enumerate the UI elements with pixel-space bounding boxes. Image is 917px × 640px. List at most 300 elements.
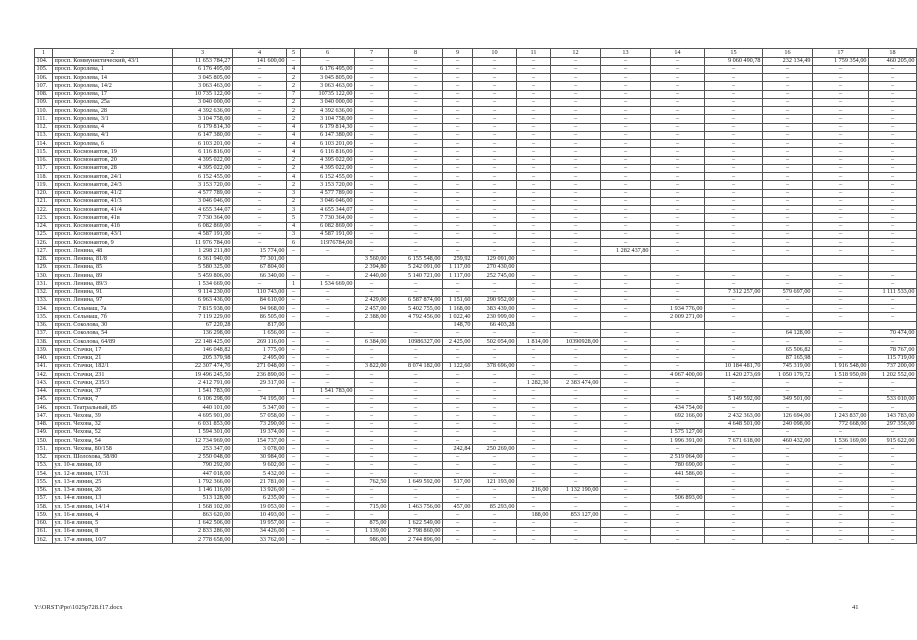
amount-cell: – — [517, 305, 551, 313]
count-cell: 4 — [287, 123, 301, 131]
amount-cell: 875,00 — [355, 519, 389, 527]
amount-cell: – — [705, 98, 763, 106]
amount-cell: 259,92 — [443, 255, 473, 263]
amount-cell: – — [443, 173, 473, 181]
amount-cell: 4 792 456,00 — [389, 313, 443, 321]
count-cell: 2 — [287, 115, 301, 123]
address-cell: просп. Сельмаш, 7а — [53, 305, 173, 313]
amount-cell: – — [473, 428, 517, 436]
amount-cell: – — [763, 296, 813, 304]
amount-cell: – — [473, 387, 517, 395]
amount-cell: – — [233, 90, 287, 98]
amount-cell: – — [301, 288, 355, 296]
amount-cell: 66 403,28 — [473, 321, 517, 329]
amount-cell: – — [473, 247, 517, 255]
address-cell: просп. Стачки, 182/1 — [53, 362, 173, 370]
amount-cell: 205 379,98 — [173, 354, 233, 362]
amount-cell: – — [443, 57, 473, 65]
amount-cell: – — [813, 461, 869, 469]
table-row — [35, 222, 917, 230]
amount-cell: – — [473, 354, 517, 362]
amount-cell — [551, 321, 601, 329]
count-cell: – — [287, 272, 301, 280]
amount-cell: – — [517, 494, 551, 502]
amount-cell: – — [601, 527, 651, 535]
amount-cell: – — [763, 148, 813, 156]
amount-cell: – — [355, 189, 389, 197]
amount-cell: – — [517, 65, 551, 73]
amount-cell: – — [651, 74, 705, 82]
amount-cell: – — [601, 437, 651, 445]
amount-cell: – — [301, 338, 355, 346]
amount-cell: – — [233, 197, 287, 205]
amount-cell: – — [443, 98, 473, 106]
address-cell: просп. Ленина, 97 — [53, 296, 173, 304]
amount-cell: – — [301, 437, 355, 445]
amount-cell: – — [705, 379, 763, 387]
count-cell: – — [287, 354, 301, 362]
amount-cell: 6 587 874,00 — [389, 296, 443, 304]
amount-cell: – — [301, 346, 355, 354]
column-number-cell: 10 — [473, 49, 517, 58]
table-row — [35, 346, 917, 354]
amount-cell — [301, 321, 355, 329]
amount-cell: – — [551, 272, 601, 280]
amount-cell: – — [869, 123, 917, 131]
address-cell: просп. Королева, 28 — [53, 107, 173, 115]
amount-cell: 5 347,00 — [233, 404, 287, 412]
amount-cell: – — [473, 395, 517, 403]
row-number-cell: 110. — [35, 107, 53, 115]
amount-cell: 9 602,00 — [233, 461, 287, 469]
amount-cell: – — [601, 445, 651, 453]
amount-cell: – — [301, 536, 355, 544]
amount-cell: – — [517, 362, 551, 370]
amount-cell: – — [651, 131, 705, 139]
address-cell: просп. Сельмаш, 7б — [53, 313, 173, 321]
amount-cell: – — [443, 74, 473, 82]
amount-cell: 1 122,60 — [443, 362, 473, 370]
amount-cell: – — [551, 354, 601, 362]
amount-cell: – — [601, 296, 651, 304]
amount-cell: 29 317,00 — [233, 379, 287, 387]
row-number-cell: 137. — [35, 329, 53, 337]
amount-cell: – — [355, 181, 389, 189]
amount-cell: – — [601, 412, 651, 420]
amount-cell: – — [517, 470, 551, 478]
amount-cell: – — [233, 148, 287, 156]
amount-cell: 1 541 783,00 — [301, 387, 355, 395]
amount-cell: 3 104 758,00 — [173, 115, 233, 123]
amount-cell: – — [473, 189, 517, 197]
amount-cell: – — [389, 404, 443, 412]
amount-cell: 5 459 806,00 — [173, 272, 233, 280]
amount-cell: – — [389, 379, 443, 387]
table-row — [35, 313, 917, 321]
amount-cell: – — [763, 230, 813, 238]
amount-cell: – — [517, 222, 551, 230]
table-row — [35, 305, 917, 313]
table-row — [35, 98, 917, 106]
address-cell: просп. Ленина, 89/3 — [53, 280, 173, 288]
amount-cell: – — [473, 140, 517, 148]
amount-cell — [517, 321, 551, 329]
amount-cell: 67 804,00 — [233, 263, 287, 271]
amount-cell: 1 622 549,00 — [389, 519, 443, 527]
amount-cell: 5 242 091,00 — [389, 263, 443, 271]
amount-cell: – — [551, 288, 601, 296]
address-cell: ул. 13-я линия, 26 — [53, 486, 173, 494]
amount-cell: – — [601, 395, 651, 403]
amount-cell: 19 496 245,50 — [173, 371, 233, 379]
amount-cell: 240 098,00 — [763, 420, 813, 428]
amount-cell: – — [601, 470, 651, 478]
amount-cell: 3 153 720,00 — [173, 181, 233, 189]
amount-cell: – — [651, 90, 705, 98]
amount-cell: – — [813, 354, 869, 362]
amount-cell: – — [651, 288, 705, 296]
table-row — [35, 470, 917, 478]
amount-cell: – — [473, 173, 517, 181]
count-cell: 4 — [287, 131, 301, 139]
row-number-cell: 126. — [35, 239, 53, 247]
amount-cell: – — [705, 445, 763, 453]
count-cell: – — [287, 437, 301, 445]
table-row — [35, 123, 917, 131]
amount-cell: – — [517, 164, 551, 172]
amount-cell: – — [869, 90, 917, 98]
amount-cell: – — [869, 230, 917, 238]
amount-cell: – — [601, 181, 651, 189]
amount-cell: – — [551, 115, 601, 123]
amount-cell: – — [551, 395, 601, 403]
table-row — [35, 296, 917, 304]
amount-cell: 121 193,00 — [473, 478, 517, 486]
amount-cell: 6 176 495,00 — [173, 65, 233, 73]
amount-cell: 7 312 257,00 — [705, 288, 763, 296]
amount-cell: – — [705, 527, 763, 535]
amount-cell: 5 432,00 — [233, 470, 287, 478]
amount-cell: – — [813, 156, 869, 164]
amount-cell: – — [443, 461, 473, 469]
amount-cell: 252 745,00 — [473, 272, 517, 280]
amount-cell: – — [389, 247, 443, 255]
amount-cell: – — [301, 478, 355, 486]
amount-cell: – — [517, 131, 551, 139]
row-number-cell: 146. — [35, 404, 53, 412]
amount-cell: 1 916 548,00 — [813, 362, 869, 370]
table-row — [35, 148, 917, 156]
amount-cell: – — [355, 494, 389, 502]
amount-cell: 6 103 201,00 — [301, 140, 355, 148]
amount-cell: – — [763, 305, 813, 313]
amount-cell: – — [651, 486, 705, 494]
table-row — [35, 82, 917, 90]
amount-cell: – — [869, 131, 917, 139]
count-cell: – — [287, 494, 301, 502]
amount-cell: – — [813, 379, 869, 387]
amount-cell: – — [705, 536, 763, 544]
amount-cell: – — [601, 313, 651, 321]
amount-cell: – — [389, 189, 443, 197]
count-cell: – — [287, 445, 301, 453]
amount-cell: – — [389, 164, 443, 172]
table-row — [35, 206, 917, 214]
row-number-cell: 134. — [35, 305, 53, 313]
amount-cell: – — [763, 511, 813, 519]
amount-cell: – — [813, 140, 869, 148]
amount-cell: – — [601, 536, 651, 544]
count-cell: – — [287, 371, 301, 379]
amount-cell: 1 168,00 — [443, 305, 473, 313]
amount-cell: – — [869, 206, 917, 214]
amount-cell: – — [551, 57, 601, 65]
amount-cell: – — [705, 461, 763, 469]
amount-cell: – — [601, 379, 651, 387]
count-cell: – — [287, 329, 301, 337]
amount-cell: – — [705, 486, 763, 494]
amount-cell: – — [473, 197, 517, 205]
amount-cell: 4 392 636,00 — [301, 107, 355, 115]
amount-cell: – — [355, 445, 389, 453]
amount-cell: 1 759 354,00 — [813, 57, 869, 65]
amount-cell: – — [389, 428, 443, 436]
amount-cell: – — [551, 313, 601, 321]
count-cell: – — [287, 511, 301, 519]
count-cell: 3 — [287, 206, 301, 214]
amount-cell: – — [389, 494, 443, 502]
table-row — [35, 478, 917, 486]
amount-cell: – — [301, 371, 355, 379]
amount-cell: – — [763, 527, 813, 535]
amount-cell: 3 822,00 — [355, 362, 389, 370]
amount-cell: – — [389, 437, 443, 445]
amount-cell: – — [601, 98, 651, 106]
table-row — [35, 90, 917, 98]
amount-cell: – — [517, 57, 551, 65]
amount-cell: – — [473, 57, 517, 65]
row-number-cell: 147. — [35, 412, 53, 420]
amount-cell: – — [651, 82, 705, 90]
row-number-cell: 162. — [35, 536, 53, 544]
amount-cell: 378 696,00 — [473, 362, 517, 370]
amount-cell: – — [301, 486, 355, 494]
amount-cell: 1 534 669,00 — [301, 280, 355, 288]
amount-cell: – — [355, 57, 389, 65]
amount-cell: – — [601, 354, 651, 362]
amount-cell: – — [601, 288, 651, 296]
row-number-cell: 144. — [35, 387, 53, 395]
address-cell: ул. 10-я линия, 10 — [53, 461, 173, 469]
column-number-cell: 7 — [355, 49, 389, 58]
amount-cell: – — [601, 503, 651, 511]
table-row — [35, 354, 917, 362]
amount-cell: – — [355, 395, 389, 403]
amount-cell: – — [443, 428, 473, 436]
amount-cell: – — [869, 272, 917, 280]
amount-cell: – — [473, 280, 517, 288]
amount-cell: – — [301, 519, 355, 527]
count-cell: – — [287, 470, 301, 478]
amount-cell: – — [517, 123, 551, 131]
amount-cell: 6 384,00 — [355, 338, 389, 346]
amount-cell: 517,00 — [443, 478, 473, 486]
amount-cell: 11976784,00 — [301, 239, 355, 247]
amount-cell: – — [517, 189, 551, 197]
amount-cell: – — [869, 494, 917, 502]
amount-cell: – — [813, 189, 869, 197]
amount-cell: 780 690,00 — [651, 461, 705, 469]
amount-cell: – — [443, 420, 473, 428]
amount-cell: – — [389, 115, 443, 123]
amount-cell: 2 798 860,00 — [389, 527, 443, 535]
amount-cell: 762,50 — [355, 478, 389, 486]
amount-cell: 4 655 344,07 — [301, 206, 355, 214]
amount-cell: 2 412 791,00 — [173, 379, 233, 387]
amount-cell: – — [355, 222, 389, 230]
row-number-cell: 150. — [35, 437, 53, 445]
table-row — [35, 214, 917, 222]
amount-cell: 4 395 022,00 — [173, 156, 233, 164]
amount-cell: – — [763, 189, 813, 197]
amount-cell: – — [473, 420, 517, 428]
amount-cell: – — [869, 404, 917, 412]
amount-cell: – — [651, 272, 705, 280]
address-cell: ул. 16-я линия, 4 — [53, 511, 173, 519]
table-row — [35, 428, 917, 436]
amount-cell: 6 082 869,00 — [173, 222, 233, 230]
amount-cell: – — [869, 74, 917, 82]
amount-cell: 579 697,00 — [763, 288, 813, 296]
amount-cell: – — [601, 494, 651, 502]
amount-cell: – — [651, 123, 705, 131]
amount-cell: – — [389, 206, 443, 214]
amount-cell: – — [233, 98, 287, 106]
amount-cell: – — [443, 140, 473, 148]
amount-cell: – — [517, 453, 551, 461]
amount-cell: – — [473, 346, 517, 354]
amount-cell: – — [813, 214, 869, 222]
amount-cell: – — [389, 486, 443, 494]
amount-cell: – — [813, 222, 869, 230]
address-cell: просп. Чехова, 54 — [53, 437, 173, 445]
amount-cell: 74 195,00 — [233, 395, 287, 403]
amount-cell: – — [601, 82, 651, 90]
amount-cell: – — [473, 148, 517, 156]
count-cell: 6 — [287, 239, 301, 247]
amount-cell: – — [517, 288, 551, 296]
table-row — [35, 379, 917, 387]
amount-cell: 6 031 853,00 — [173, 420, 233, 428]
amount-cell: 1 649 592,00 — [389, 478, 443, 486]
amount-cell: – — [443, 115, 473, 123]
amount-cell: – — [551, 197, 601, 205]
amount-cell: – — [389, 197, 443, 205]
amount-cell: – — [813, 338, 869, 346]
amount-cell: – — [443, 123, 473, 131]
amount-cell: – — [355, 461, 389, 469]
amount-cell: 715,00 — [355, 503, 389, 511]
amount-cell: 3 045 805,00 — [173, 74, 233, 82]
amount-cell: – — [473, 107, 517, 115]
row-number-cell: 127. — [35, 247, 53, 255]
amount-cell: – — [813, 230, 869, 238]
amount-cell: 65 506,82 — [763, 346, 813, 354]
amount-cell: – — [651, 329, 705, 337]
amount-cell: – — [763, 379, 813, 387]
amount-cell: – — [517, 90, 551, 98]
row-number-cell: 135. — [35, 313, 53, 321]
amount-cell: – — [355, 131, 389, 139]
amount-cell: – — [705, 148, 763, 156]
amount-cell: – — [705, 107, 763, 115]
amount-cell: – — [813, 305, 869, 313]
amount-cell: – — [813, 428, 869, 436]
amount-cell: – — [601, 272, 651, 280]
amount-cell: – — [651, 57, 705, 65]
table-row — [35, 461, 917, 469]
amount-cell: – — [473, 461, 517, 469]
amount-cell: – — [813, 527, 869, 535]
amount-cell: – — [443, 494, 473, 502]
amount-cell: – — [233, 140, 287, 148]
amount-cell: 2 394,80 — [355, 263, 389, 271]
amount-cell: – — [705, 164, 763, 172]
count-cell: 7 — [287, 90, 301, 98]
amount-cell: – — [443, 131, 473, 139]
amount-cell: – — [705, 296, 763, 304]
amount-cell: – — [443, 214, 473, 222]
address-cell: просп. Космонавтов, 28 — [53, 164, 173, 172]
amount-cell: – — [233, 131, 287, 139]
amount-cell: 817,00 — [233, 321, 287, 329]
amount-cell: – — [763, 164, 813, 172]
amount-cell: 6 103 201,00 — [173, 140, 233, 148]
amount-cell: 6 155 548,00 — [389, 255, 443, 263]
amount-cell: – — [869, 247, 917, 255]
amount-cell: – — [443, 181, 473, 189]
amount-cell: 8 074 182,00 — [389, 362, 443, 370]
amount-cell: – — [301, 511, 355, 519]
register-table — [34, 48, 917, 544]
amount-cell: – — [389, 412, 443, 420]
table-row — [35, 247, 917, 255]
row-number-cell: 139. — [35, 346, 53, 354]
amount-cell: – — [517, 478, 551, 486]
count-cell: 5 — [287, 214, 301, 222]
amount-cell: – — [355, 65, 389, 73]
amount-cell: 3 153 720,00 — [301, 181, 355, 189]
amount-cell: – — [705, 189, 763, 197]
amount-cell: – — [763, 197, 813, 205]
count-cell: 1 — [287, 387, 301, 395]
amount-cell: – — [763, 338, 813, 346]
amount-cell: – — [601, 346, 651, 354]
amount-cell: – — [389, 181, 443, 189]
amount-cell: – — [813, 148, 869, 156]
amount-cell: – — [389, 461, 443, 469]
column-number-cell: 9 — [443, 49, 473, 58]
amount-cell: 136 298,00 — [173, 329, 233, 337]
amount-cell: 5 140 721,00 — [389, 272, 443, 280]
row-number-cell: 114. — [35, 140, 53, 148]
address-cell: просп. Королева, 3/1 — [53, 115, 173, 123]
amount-cell: – — [517, 527, 551, 535]
count-cell: – — [287, 519, 301, 527]
amount-cell: – — [551, 156, 601, 164]
address-cell: ул. 16-я линия, 8 — [53, 527, 173, 535]
amount-cell: 1 575 127,00 — [651, 428, 705, 436]
